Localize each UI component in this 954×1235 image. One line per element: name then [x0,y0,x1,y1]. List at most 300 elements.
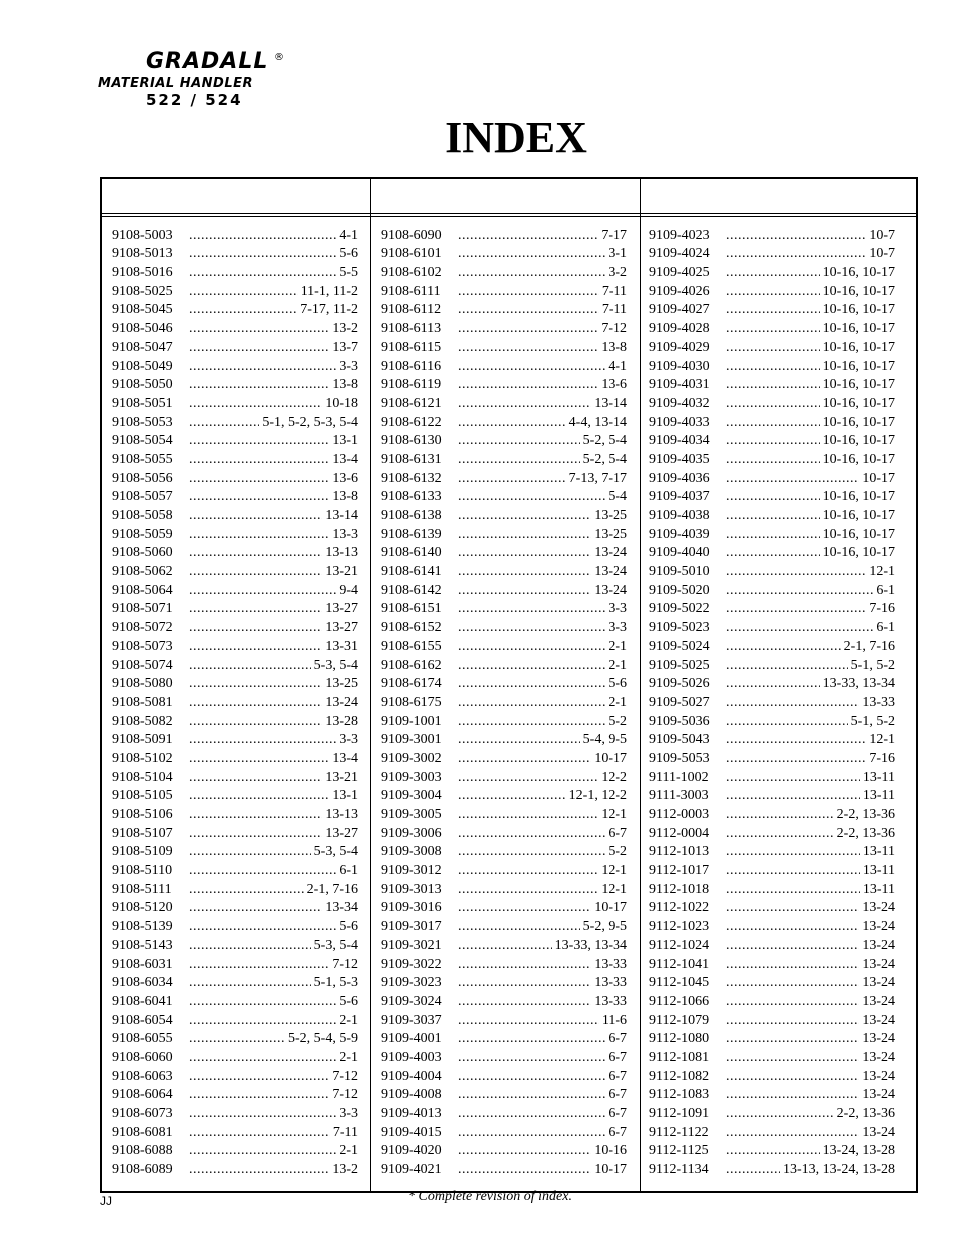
page-reference: 13-3 [332,526,358,542]
part-number: 9108-5071 [112,601,173,617]
page-reference: 7-11 [332,1124,358,1140]
part-number: 9109-5024 [649,638,710,654]
index-entry [381,318,627,337]
dot-leader [189,564,322,580]
part-number: 9108-5056 [112,470,173,486]
part-number: 9108-6155 [381,638,442,654]
page-reference: 3-3 [608,601,627,617]
part-number: 9108-5143 [112,937,173,953]
page-reference: 3-3 [339,732,358,748]
part-number: 9108-6132 [381,470,442,486]
part-number: 9108-5051 [112,395,173,411]
page-reference: 6-1 [876,620,895,636]
dot-leader [189,433,329,449]
dot-leader [726,564,866,580]
index-entry [112,916,358,935]
dot-leader [726,284,820,300]
part-number: 9109-4035 [649,451,710,467]
index-entry [381,692,627,711]
page-reference: 13-1 [332,433,358,449]
dot-leader [726,246,866,262]
part-number: 9108-6112 [381,302,442,318]
part-number: 9108-6138 [381,508,442,523]
part-number: 9108-6130 [381,433,442,449]
logo-brand: GRADALL [146,49,269,74]
part-number: 9109-4001 [381,1031,442,1047]
dot-leader [726,620,873,636]
header-line-top [102,213,916,214]
dot-leader [726,863,860,879]
dot-leader [189,900,322,916]
page-title: INDEX [445,113,587,162]
dot-leader [726,396,820,412]
index-entry [112,991,358,1010]
index-entry [649,356,895,375]
index-entry [381,617,627,636]
dot-leader [726,228,866,244]
index-entry [381,262,627,281]
part-number: 9109-4004 [381,1068,442,1084]
index-entry [112,300,358,319]
dot-leader [726,994,859,1010]
part-number: 9108-6089 [112,1162,173,1178]
index-entry [112,524,358,543]
index-entry [381,281,627,300]
index-entry [649,823,895,842]
part-number: 9108-5102 [112,750,173,766]
part-number: 9109-5036 [649,713,710,729]
page-reference: 4-4, 13-14 [568,414,627,430]
index-entry [112,505,358,524]
dot-leader [458,1050,605,1066]
part-number: 9109-3005 [381,807,442,822]
dot-leader [458,452,580,468]
dot-leader [189,321,329,337]
page-reference: 11-1, 11-2 [300,283,358,299]
part-number: 9112-1125 [649,1143,709,1159]
part-number: 9108-5110 [112,863,173,879]
dot-leader [726,1125,859,1141]
part-number: 9109-4003 [381,1049,442,1065]
dot-leader [189,1162,329,1178]
page-reference: 10-16, 10-17 [822,283,895,299]
index-entry [649,842,895,861]
part-number: 9112-1023 [649,919,710,935]
part-number: 9112-0004 [649,825,710,841]
part-number: 9108-5081 [112,694,173,710]
dot-leader [189,695,322,711]
dot-leader [726,1162,780,1178]
part-number: 9109-3017 [381,919,442,935]
index-entry [381,1085,627,1104]
dot-leader [458,508,591,524]
index-entry [112,412,358,431]
page-reference: 2-1 [339,1049,358,1065]
dot-leader [726,452,820,468]
part-number: 9108-6115 [381,339,442,355]
page-reference: 6-7 [608,1031,627,1047]
page-reference: 13-24 [862,937,895,953]
part-number: 9109-1001 [381,713,442,729]
page-reference: 13-24 [594,582,627,598]
page-reference: 13-13 [325,545,358,561]
dot-leader [189,545,322,561]
dot-leader [458,1162,591,1178]
page-reference: 9-4 [339,582,358,598]
dot-leader [189,396,322,412]
page-reference: 13-8 [332,489,358,505]
page-reference: 6-7 [608,1068,627,1084]
index-entry [649,860,895,879]
part-number: 9109-5025 [649,657,710,673]
page-reference: 13-24 [862,919,895,935]
page-reference: 5-6 [339,919,358,935]
dot-leader [189,340,329,356]
index-entry [381,431,627,450]
dot-leader [726,1106,834,1122]
dot-leader [458,919,580,935]
dot-leader [726,1031,859,1047]
index-entry [112,431,358,450]
index-entry [649,674,895,693]
index-entry [381,1066,627,1085]
part-number: 9108-6140 [381,545,442,561]
dot-leader [726,732,866,748]
part-number: 9108-5104 [112,769,173,785]
index-entry [381,711,627,730]
dot-leader [189,975,311,991]
part-number: 9109-4028 [649,321,710,337]
page-reference: 10-17 [594,900,627,916]
page-reference: 13-4 [332,451,358,467]
index-entry [649,524,895,543]
dot-leader [189,882,304,898]
page-reference: 13-11 [862,769,895,785]
page-reference: 10-16, 10-17 [822,433,895,449]
part-number: 9108-5053 [112,414,173,430]
dot-leader [189,415,259,431]
page-reference: 2-1 [339,1012,358,1028]
part-number: 9109-3016 [381,900,442,916]
dot-leader [458,695,605,711]
page-reference: 7-11 [601,302,627,318]
index-entry [649,636,895,655]
index-entry [381,1122,627,1141]
index-entry [381,487,627,506]
part-number: 9109-4021 [381,1162,442,1178]
part-number: 9108-5120 [112,900,173,916]
part-number: 9108-6162 [381,657,442,673]
index-entry [381,356,627,375]
page-reference: 10-18 [325,395,358,411]
index-entry [381,505,627,524]
dot-leader [189,527,329,543]
part-number: 9109-4023 [649,227,710,243]
index-entry [649,692,895,711]
part-number: 9108-6102 [381,265,442,281]
index-entry [381,1047,627,1066]
dot-leader [189,284,298,300]
dot-leader [726,415,820,431]
page-reference: 13-24 [862,993,895,1009]
part-number: 9108-6055 [112,1031,173,1047]
page-reference: 5-3, 5-4 [313,844,358,860]
dot-leader [726,377,820,393]
dot-leader [189,601,322,617]
index-entry [112,1010,358,1029]
part-number: 9108-5106 [112,807,173,822]
page-reference: 5-2, 5-4 [582,433,627,449]
dot-leader [458,471,566,487]
index-entry [649,786,895,805]
index-entry [649,393,895,412]
index-entry [112,711,358,730]
part-number: 9109-4027 [649,302,710,318]
page-reference: 6-7 [608,1124,627,1140]
part-number: 9109-3013 [381,881,442,897]
index-entry [649,730,895,749]
dot-leader [189,302,297,318]
part-number: 9109-5043 [649,732,710,748]
dot-leader [458,844,605,860]
dot-leader [726,714,848,730]
part-number: 9109-4026 [649,283,710,299]
part-number: 9108-6060 [112,1049,173,1065]
page-reference: 13-24 [862,956,895,972]
part-number: 9108-5055 [112,451,173,467]
dot-leader [458,863,598,879]
dot-leader [726,957,859,973]
dot-leader [726,826,834,842]
page-reference: 7-12 [601,321,627,337]
index-entry [649,412,895,431]
dot-leader [189,1087,329,1103]
part-number: 9108-6119 [381,377,442,393]
page-reference: 13-13 [325,807,358,822]
index-entry [649,431,895,450]
index-entry [112,1159,358,1178]
dot-leader [726,433,820,449]
dot-leader [458,1106,605,1122]
page-reference: 10-17 [594,750,627,766]
page-reference: 5-5 [339,265,358,281]
page-reference: 10-16, 10-17 [822,395,895,411]
part-number: 9109-4008 [381,1087,442,1103]
index-column-1 [112,225,358,1178]
dot-leader [458,601,605,617]
part-number: 9108-5072 [112,620,173,636]
index-entry [381,337,627,356]
index-entry [649,487,895,506]
logo-model: 522 / 524 [146,91,243,109]
page-reference: 6-1 [339,863,358,879]
dot-leader [458,676,605,692]
part-number: 9108-6088 [112,1143,173,1159]
page-reference: 10-16, 10-17 [822,339,895,355]
dot-leader [726,321,820,337]
dot-leader [726,938,859,954]
page-reference: 13-6 [332,470,358,486]
index-entry [381,599,627,618]
page-reference: 12-1 [601,807,627,822]
dot-leader [458,826,605,842]
part-number: 9109-4039 [649,526,710,542]
dot-leader [458,639,605,655]
logo-registered-mark: ® [274,52,284,63]
index-entry [649,748,895,767]
page-reference: 13-24 [594,545,627,561]
index-entry [112,860,358,879]
part-number: 9108-6031 [112,956,173,972]
page-reference: 10-16, 10-17 [822,321,895,337]
part-number: 9109-4029 [649,339,710,355]
dot-leader [189,807,322,823]
dot-leader [189,826,322,842]
part-number: 9109-3001 [381,732,442,748]
index-entry [112,1103,358,1122]
part-number: 9109-3024 [381,993,442,1009]
page-reference: 3-3 [608,620,627,636]
page-reference: 7-11 [601,283,627,299]
index-entry [112,262,358,281]
dot-leader [458,433,580,449]
header-line-bottom [102,216,916,217]
index-column-2 [381,225,627,1178]
index-entry [649,1103,895,1122]
dot-leader [189,770,322,786]
dot-leader [189,1106,336,1122]
part-number: 9108-6116 [381,358,442,374]
dot-leader [458,975,591,991]
part-number: 9112-1134 [649,1162,709,1178]
index-entry [112,1085,358,1104]
part-number: 9109-4020 [381,1143,442,1159]
page-reference: 5-3, 5-4 [313,937,358,953]
index-entry [649,281,895,300]
page-reference: 3-1 [608,246,627,262]
part-number: 9108-5060 [112,545,173,561]
part-number: 9108-5080 [112,676,173,692]
dot-leader [189,957,329,973]
part-number: 9109-4031 [649,377,710,393]
page-reference: 13-33, 13-34 [822,676,895,692]
dot-leader [189,620,322,636]
index-entry [649,617,895,636]
page-reference: 5-2, 5-4 [582,451,627,467]
page-reference: 10-16, 10-17 [822,358,895,374]
index-entry [112,393,358,412]
part-number: 9109-5020 [649,582,710,598]
part-number: 9108-5111 [112,881,172,897]
page-reference: 13-25 [325,676,358,692]
page-reference: 5-2, 5-4, 5-9 [288,1031,358,1047]
part-number: 9108-6174 [381,676,442,692]
dot-leader [726,844,860,860]
index-entry [112,543,358,562]
index-entry [381,636,627,655]
part-number: 9112-0003 [649,807,710,822]
dot-leader [189,844,311,860]
index-entry [649,1141,895,1160]
page-reference: 3-3 [339,358,358,374]
dot-leader [458,770,598,786]
page-reference: 12-2 [601,769,627,785]
index-entry [112,244,358,263]
part-number: 9108-5050 [112,377,173,393]
index-entry [649,1159,895,1178]
dot-leader [726,882,860,898]
index-entry [381,842,627,861]
dot-leader [189,471,329,487]
page-reference: 13-13, 13-24, 13-28 [783,1162,895,1178]
part-number: 9109-3006 [381,825,442,841]
page-reference: 10-7 [869,227,895,243]
page-reference: 12-1 [869,732,895,748]
index-entry [381,412,627,431]
index-entry [381,991,627,1010]
index-entry [381,674,627,693]
index-entry [112,692,358,711]
index-entry [112,318,358,337]
dot-leader [458,994,591,1010]
page-reference: 13-7 [332,339,358,355]
index-table [100,177,918,1193]
page-reference: 5-1, 5-2 [850,713,895,729]
part-number: 9108-5058 [112,508,173,523]
dot-leader [458,321,598,337]
index-entry [649,711,895,730]
part-number: 9109-4030 [649,358,710,374]
part-number: 9111-3003 [649,788,709,804]
dot-leader [726,302,820,318]
part-number: 9108-5091 [112,732,173,748]
index-entry [112,281,358,300]
index-entry [649,599,895,618]
page-reference: 13-33, 13-34 [554,937,627,953]
page-reference: 5-2 [608,713,627,729]
index-entry [381,244,627,263]
part-number: 9108-5064 [112,582,173,598]
page-reference: 13-24 [862,1087,895,1103]
page-reference: 6-1 [876,582,895,598]
page-reference: 5-1, 5-3 [313,975,358,991]
part-number: 9109-3002 [381,750,442,766]
page-reference: 10-16, 10-17 [822,414,895,430]
page-reference: 2-1, 7-16 [843,638,895,654]
dot-leader [189,1031,285,1047]
part-number: 9109-4033 [649,414,710,430]
part-number: 9108-6101 [381,246,442,262]
index-entry [381,561,627,580]
index-entry [649,879,895,898]
part-number: 9108-5107 [112,825,173,841]
part-number: 9108-5062 [112,564,173,580]
page-reference: 13-34 [325,900,358,916]
page-reference: 12-1 [869,564,895,580]
page-reference: 13-6 [601,377,627,393]
page-reference: 5-4 [608,489,627,505]
dot-leader [458,396,591,412]
dot-leader [458,1125,605,1141]
page-reference: 7-12 [332,1087,358,1103]
index-entry [649,561,895,580]
index-entry [112,375,358,394]
page-reference: 3-2 [608,265,627,281]
index-entry [381,580,627,599]
dot-leader [458,1143,591,1159]
part-number: 9108-5074 [112,657,173,673]
page-reference: 2-1, 7-16 [306,881,358,897]
